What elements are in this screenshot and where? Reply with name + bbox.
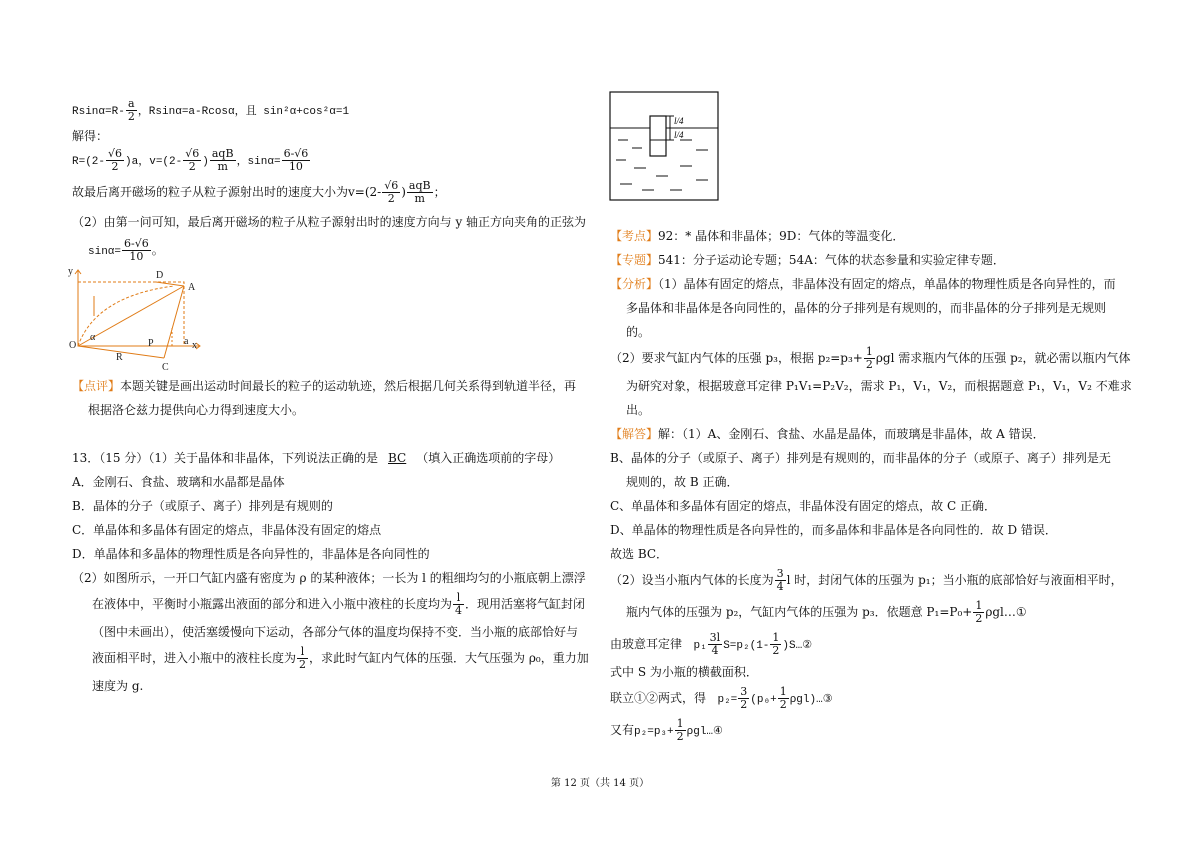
question-text: ，求此时气缸内气体的压强．大气压强为 ρ₀，重力加 xyxy=(309,651,589,665)
fraction: $\frac{1}{2}$ xyxy=(975,599,983,625)
jieda-line-1 xyxy=(610,428,1045,440)
solution-text: l 时，封闭气体的压强为 p₁；当小瓶的底部恰好与液面相平时， xyxy=(786,573,1123,587)
line-c-a xyxy=(164,286,184,358)
eq-text: )a，v=(2- xyxy=(125,156,183,168)
fraction: $\frac{1}{2}$ xyxy=(865,345,873,371)
fraction: $\frac{1}{2}$ xyxy=(676,717,684,743)
eq-text: Rsinα=R- xyxy=(72,106,125,118)
solution-text: 由玻意耳定律 xyxy=(610,637,683,651)
fenxi-line-3: 的。 xyxy=(626,325,651,339)
zhuanti-text: 541：分子运动论专题；54A：气体的状态参量和实验定律专题． xyxy=(658,253,1005,267)
fraction: $\frac{3}{2}$ xyxy=(740,685,748,711)
question-text: （填入正确选项前的字母） xyxy=(416,451,561,465)
jieda-line-3: 规则的，故 B 正确． xyxy=(626,475,739,489)
eq-text: p₁ xyxy=(693,640,707,652)
solution2-line-5 xyxy=(610,686,833,711)
eq-text: (p₀+ xyxy=(750,694,777,706)
solution2-line-2 xyxy=(626,600,1027,625)
fraction: $\frac{l}{4}$ xyxy=(455,591,463,617)
comment-line-1 xyxy=(72,380,576,392)
eq-text: sinα= xyxy=(88,246,122,258)
fraction: $\frac{1}{2}$ xyxy=(772,631,780,657)
label-d: D xyxy=(156,270,164,281)
answer-blank: BC xyxy=(388,451,407,465)
solution-text: 联立①②两式，得 xyxy=(610,691,707,705)
fenxi-line-6: 出。 xyxy=(626,403,651,417)
speed-conclusion xyxy=(72,180,446,205)
fraction: $\frac{\text{aqB}}{m}$ xyxy=(211,147,234,173)
line-d-a xyxy=(156,282,184,286)
label-y: y xyxy=(68,266,73,277)
fraction: $\frac{3}{4}$ xyxy=(776,567,784,593)
jieda-text: 解：（1）A、金刚石、食盐、水晶是晶体，而玻璃是非晶体，故 A 错误． xyxy=(658,427,1045,441)
eq-text: R=(2- xyxy=(72,156,106,168)
eq-text: ，sinα= xyxy=(236,156,281,168)
label-a-small: a xyxy=(184,336,189,347)
solution2-line-6 xyxy=(610,718,723,743)
cylinder-figure xyxy=(610,92,720,202)
fraction: $\frac{1}{2}$ xyxy=(779,685,787,711)
eq-text: )S…② xyxy=(782,640,813,652)
question-text: 在液体中，平衡时小瓶露出液面的部分和进入小瓶中液柱的长度均为 xyxy=(92,597,453,611)
zhuanti-line xyxy=(610,254,1005,266)
eq-text: ； xyxy=(433,185,446,199)
eq-text: ) xyxy=(202,156,209,168)
label-o: O xyxy=(69,340,77,351)
kaodian-text: 92：* 晶体和非晶体；9D：气体的等温变化． xyxy=(658,229,905,243)
eq-text: ，Rsinα=a-Rcosα，且 sin²α+cos²α=1 xyxy=(137,106,350,118)
fenxi-line-4 xyxy=(610,346,1131,371)
solution-text: ρgl…① xyxy=(985,605,1027,619)
solution2-line-4: 式中 S 为小瓶的横截面积． xyxy=(610,665,758,679)
fraction: $\frac{3l}{4}$ xyxy=(709,631,721,657)
label-x: x xyxy=(192,340,197,351)
part2-line-3: （图中未画出），使活塞缓慢向下运动，各部分气体的温度均保持不变．当小瓶的底部恰好与 xyxy=(92,625,579,639)
label-l4-top: l/4 xyxy=(674,116,684,126)
option-c: C．单晶体和多晶体有固定的熔点，非晶体没有固定的熔点 xyxy=(72,523,382,537)
kaodian-line xyxy=(610,230,904,242)
part2-line-1: （2）如图所示，一开口气缸内盛有密度为 ρ 的某种液体；一长为 l 的粗细均匀的小瓶底朝上漂浮 xyxy=(72,571,586,585)
eq-text: p₂= xyxy=(717,694,738,706)
solution2-line-3 xyxy=(610,632,812,657)
jieda-tag: 【解答】 xyxy=(610,427,659,441)
solution-text: 瓶内气体的压强为 p₂，气缸内气体的压强为 p₃．依题意 P₁=P₀+ xyxy=(626,605,973,619)
label-l4-bottom: l/4 xyxy=(674,130,684,140)
jieda-line-2: B、晶体的分子（或原子、离子）排列是有规则的，而非晶体的分子（或原子、离子）排列是无 xyxy=(610,451,1111,465)
eq-r-v-sin xyxy=(72,148,311,173)
label-p: P xyxy=(148,338,154,349)
fraction: $\frac{6-√6}{10}$ xyxy=(124,237,149,263)
kaodian-tag: 【考点】 xyxy=(610,229,659,243)
comment-line-2: 根据洛仑兹力提供向心力得到速度大小。 xyxy=(88,403,305,417)
fraction: $\frac{√6}{2}$ xyxy=(384,179,399,205)
eq-text: S=p₂(1- xyxy=(723,640,770,652)
zhuanti-tag: 【专题】 xyxy=(610,253,659,267)
trajectory-figure xyxy=(66,266,206,373)
option-a: A．金刚石、食盐、玻璃和水晶都是晶体 xyxy=(72,475,285,489)
label-a: A xyxy=(188,282,196,293)
fenxi-line-1 xyxy=(610,278,1116,290)
eq-text: ρgl)…③ xyxy=(789,694,833,706)
label-r: R xyxy=(116,352,123,363)
eq-rsin xyxy=(72,98,349,123)
small-bottle xyxy=(650,116,666,156)
right-column xyxy=(600,0,1200,848)
fenxi-line-2: 多晶体和非晶体是各向同性的，晶体的分子排列是有规则的，而非晶体的分子排列是无规则 xyxy=(626,301,1107,315)
eq-text: 故最后离开磁场的粒子从粒子源射出时的速度大小为v=(2- xyxy=(72,185,382,199)
question-13-head xyxy=(72,452,560,464)
solution2-line-1 xyxy=(610,568,1123,593)
fraction: $\frac{6-√6}{10}$ xyxy=(283,147,309,173)
fenxi-text: （2）要求气缸内气体的压强 p₃，根据 p₂=p₃+ xyxy=(610,351,863,365)
question-text: 13．（15 分）（1）关于晶体和非晶体，下列说法正确的是 xyxy=(72,451,378,465)
part2-line-5: 速度为 g. xyxy=(92,679,144,693)
page-footer: 第 12 页（共 14 页） xyxy=(550,778,650,789)
jieda-line-5: D、单晶体的物理性质是各向异性的，而多晶体和非晶体是各向同性的．故 D 错误． xyxy=(610,523,1057,537)
option-d: D．单晶体和多晶体的物理性质是各向异性的，非晶体是各向同性的 xyxy=(72,547,430,561)
sin-result xyxy=(88,238,164,263)
fraction: $\frac{√6}{2}$ xyxy=(108,147,123,173)
fraction: $\frac{√6}{2}$ xyxy=(185,147,200,173)
comment-text: 本题关键是画出运动时间最长的粒子的运动轨迹，然后根据几何关系得到轨道半径，再 xyxy=(120,379,577,393)
label-alpha: α xyxy=(90,332,96,343)
eq-text: ) xyxy=(401,185,406,199)
fenxi-tag: 【分析】 xyxy=(610,277,659,291)
part2-text: （2）由第一问可知，最后离开磁场的粒子从粒子源射出时的速度方向与 y 轴正方向夹角的正弦为 xyxy=(72,215,587,229)
jieda-line-4: C、单晶体和多晶体有固定的熔点，非晶体没有固定的熔点，故 C 正确． xyxy=(610,499,996,513)
label-c: C xyxy=(162,362,169,373)
fraction: $\frac{\text{aqB}}{m}$ xyxy=(408,179,431,205)
jieda-line-6: 故选 BC． xyxy=(610,547,669,561)
eq-text: 。 xyxy=(151,243,164,257)
solution-text: 又有 xyxy=(610,723,635,737)
fenxi-line-5: 为研究对象，根据玻意耳定律 P₁V₁=P₂V₂，需求 P₁，V₁，V₂，而根据题意 P₁，V₁，V₂ 不难求 xyxy=(626,379,1132,393)
solve-label: 解得： xyxy=(72,129,109,143)
fenxi-text: （1）晶体有固定的熔点，非晶体没有固定的熔点，单晶体的物理性质是各向异性的，而 xyxy=(658,277,1116,291)
eq-text: ρgl…④ xyxy=(686,726,723,738)
fenxi-text: ρgl 需求瓶内气体的压强 p₂，就必需以瓶内气体 xyxy=(875,351,1131,365)
option-b: B．晶体的分子（或原子、离子）排列是有规则的 xyxy=(72,499,333,513)
eq-text: p₂=p₃+ xyxy=(634,726,674,738)
question-text: ．现用活塞将气缸封闭 xyxy=(465,597,586,611)
solution-text: （2）设当小瓶内气体的长度为 xyxy=(610,573,774,587)
part2-line-2 xyxy=(92,592,585,617)
question-text: 液面相平时，进入小瓶中的液柱长度为 xyxy=(92,651,297,665)
fraction: $\frac{a}{2}$ xyxy=(127,97,135,123)
part2-line-4 xyxy=(92,646,589,671)
fraction: $\frac{l}{2}$ xyxy=(299,645,307,671)
comment-tag: 【点评】 xyxy=(72,379,121,393)
